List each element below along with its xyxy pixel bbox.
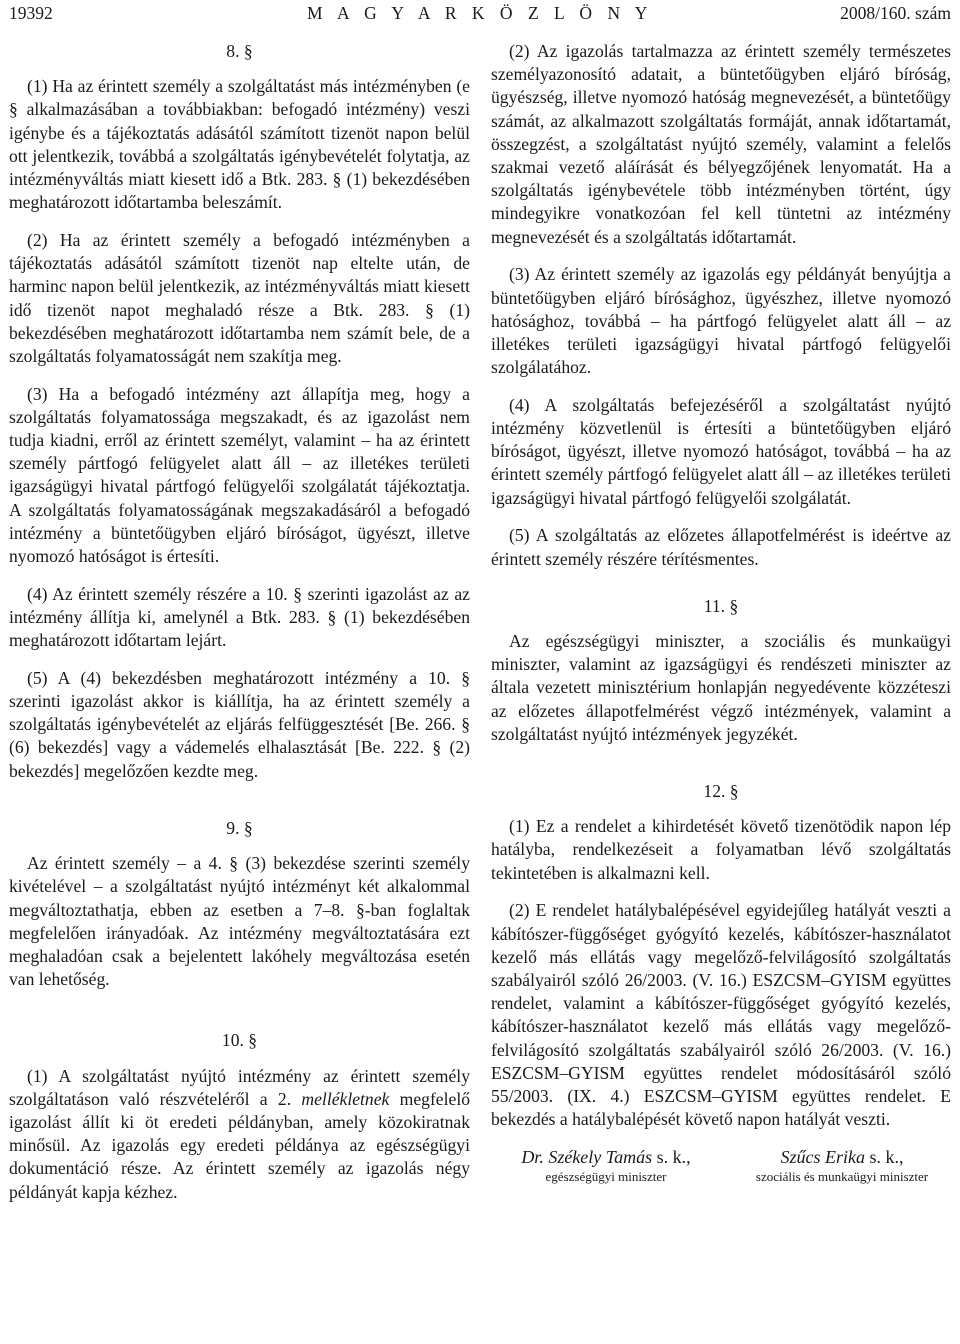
right-column bbox=[491, 40, 951, 1192]
signature-1 bbox=[501, 1146, 711, 1186]
signatory-role: egészségügyi miniszter bbox=[545, 1168, 667, 1184]
annex-reference: mellékletnek bbox=[301, 1088, 390, 1109]
section-8-title: 8. § bbox=[226, 41, 253, 61]
section-8-paragraph-5: (5) A (4) bekezdésben meghatározott intézmény a 10. § szerinti igazolást akkor is kiállítja, ha az érintett személy a szolgáltatás igénybevételét az eljárás felfüggesztését [Be. 266. § (6) bekezdés] vagy a vádemelés elhalasztását [Be. 222. § (2) bekezdés] megelőzően kezdte meg. bbox=[9, 667, 470, 781]
section-10-paragraph-4: (4) A szolgáltatás befejezéséről a szolgáltatást nyújtó intézmény közvetlenül is értesíti a büntetőügyben eljáró bíróságot, ügyészt, illetve nyomozó hatóságot, továbbá – ha az érintett személy pártfogó felügyelet alatt áll – az illetékes területi igazságügyi hivatal pártfogó felügyelői szolgálatát. bbox=[491, 394, 951, 508]
page-number: 19392 bbox=[9, 3, 53, 23]
section-8-paragraph-1: (1) Ha az érintett személy a szolgáltatást más intézményben (e § alkalmazásában a továbbiakban: befogadó intézmény) veszi igénybe és a tájékoztatás adásától számított tizenöt napon belül ott jelentkezik, továbbá a szolgáltatás igénybevételét folytatja, az intézményváltás miatt kiesett idő a Btk. 283. § (1) bekezdésében meghatározott időtartamba beleszámít. bbox=[9, 76, 470, 213]
signature-2 bbox=[731, 1146, 953, 1186]
section-11-title: 11. § bbox=[703, 595, 739, 616]
section-10-paragraph-1-text-b: megfelelő igazolást állít ki öt eredeti példányban, amely közokiratnak minősül. Az igazolás egy eredeti példánya az egészségügyi dokumentáció része. Az érintett személy az igazolás négy példányát kapja kézhez. bbox=[9, 1088, 470, 1202]
page-header bbox=[9, 2, 951, 28]
section-10-paragraph-1 bbox=[9, 1065, 470, 1204]
section-10-paragraph-1-text-a: (1) A szolgáltatást nyújtó intézmény az érintett személy szolgáltatáson való részvételéről a 2. bbox=[9, 1065, 470, 1109]
section-10-paragraph-3: (3) Az érintett személy az igazolás egy példányát benyújtja a büntetőügyben eljáró bírósághoz, ügyészhez, illetve nyomozó hatósághoz, továbbá – ha pártfogó felügyelet alatt áll – az illetékes területi igazságügyi hivatal pártfogó felügyelői szolgálatához. bbox=[491, 264, 951, 378]
section-10-title: 10. § bbox=[221, 1030, 258, 1051]
signatory-name: Dr. Székely Tamás bbox=[521, 1146, 653, 1167]
section-12-title: 12. § bbox=[703, 780, 739, 801]
section-9-paragraph-1: Az érintett személy – a 4. § (3) bekezdése szerinti személy kivételével – a szolgáltatást nyújtó intézményt két alkalommal megváltoztathatja, ebben az esetben a 7–8. §-ban foglaltak megfelelően irányadóak. Az intézmény megváltoztatására ezt meghaladóan csak a bejelentett lakóhely megváltozása esetén van lehetőség. bbox=[9, 853, 470, 990]
section-10-paragraph-5: (5) A szolgáltatás az előzetes állapotfelmérést is ideértve az érintett személy részére térítésmentes. bbox=[491, 525, 951, 569]
section-11-paragraph-1: Az egészségügyi miniszter, a szociális és munkaügyi miniszter, valamint az igazságügyi és rendészeti miniszter az általa vezetett minisztérium honlapján negyedévente közzéteszi az előzetes állapotfelmérést végző intézmények, valamint a szolgáltatást nyújtó intézmények jegyzékét. bbox=[491, 630, 951, 744]
section-8-paragraph-2: (2) Ha az érintett személy a befogadó intézményben a tájékoztatás adásától számított tizenöt nap eltelte után, de harminc napon belül jelentkezik, az intézményváltás miatt kiesett idő tizenöt napot meghaladó része a Btk. 283. § (1) bekezdésében meghatározott időtartamba nem számít bele, de a szolgáltatás folyamatosságát nem szakítja meg. bbox=[9, 229, 470, 366]
section-8-paragraph-4: (4) Az érintett személy részére a 10. § szerinti igazolást az az intézmény állítja ki, amelynél a Btk. 283. § (1) bekezdésében meghatározott időtartam lejárt. bbox=[9, 583, 470, 651]
section-12-paragraph-1: (1) Ez a rendelet a kihirdetését követő tizenötödik napon lép hatályba, rendelkezéseit a folyamatban lévő szolgáltatás tekintetében is alkalmazni kell. bbox=[491, 816, 951, 883]
signatory-name: Szűcs Erika bbox=[780, 1146, 865, 1167]
section-10-paragraph-2: (2) Az igazolás tartalmazza az érintett személy természetes személyazonosító adatait, a büntetőügyben eljáró bíróság, ügyészség, illetve nyomozó hatóság megnevezését, a büntetőügy számát, az alkalmazott szolgáltatás formáját, annak időtartamát, összegzést, a szolgáltatást nyújtó személy, valamint a felelős szakmai vezető aláírását és bélyegzőjének lenyomatát. Ha a szolgáltatás igénybevétele több intézményben történt, úgy mindegyikre vonatkozóan fel kell tüntetni az intézmény megnevezését és a szolgáltatás időtartamát. bbox=[491, 41, 951, 247]
signature-block bbox=[491, 1146, 951, 1192]
signatory-role: szociális és munkaügyi miniszter bbox=[755, 1168, 929, 1184]
signatory-suffix: s. k., bbox=[652, 1146, 691, 1167]
left-column bbox=[9, 40, 470, 1218]
signatory-suffix: s. k., bbox=[864, 1146, 904, 1167]
issue-number: 2008/160. szám bbox=[840, 3, 951, 23]
section-12-paragraph-2: (2) E rendelet hatálybalépésével egyidejűleg hatályát veszti a kábítószer-függőséget gyógyító kezelés, kábítószer-használatot kezelő más ellátás vagy megelőző-felvilágosító szolgáltatás szabályairól szóló 26/2003. (V. 16.) ESZCSM–GYISM együttes rendelet, valamint a kábítószer-függőséget gyógyító kezelés, kábítószer-használatot kezelő más ellátás vagy megelőző-felvilágosító szolgáltatás szabályairól szóló 26/2003. (V. 16.) ESZCSM–GYISM együttes rendelet módosításáról szóló 55/2003. (IX. 4.) ESZCSM–GYISM együttes rendelet. E bekezdés a hatálybalépését követő napon hatályát veszti. bbox=[491, 900, 951, 1130]
section-8-paragraph-3: (3) Ha a befogadó intézmény azt állapítja meg, hogy a szolgáltatás folyamatossága megszakadt, és az igazolást nem tudja kiadni, erről az érintett személyt, valamint – ha az érintett személy pártfogó felügyelet alatt áll – az illetékes területi igazságügyi hivatal pártfogó felügyelői szolgálatát tájékoztatja. A szolgáltatás folyamatosságának megszakadásáról a befogadó intézmény a büntetőügyben eljáró bíróságot, ügyészt, illetve nyomozó hatóságot is értesíti. bbox=[9, 383, 470, 567]
section-9-title: 9. § bbox=[226, 817, 253, 838]
journal-title: M A G Y A R K Ö Z L Ö N Y bbox=[307, 3, 653, 23]
